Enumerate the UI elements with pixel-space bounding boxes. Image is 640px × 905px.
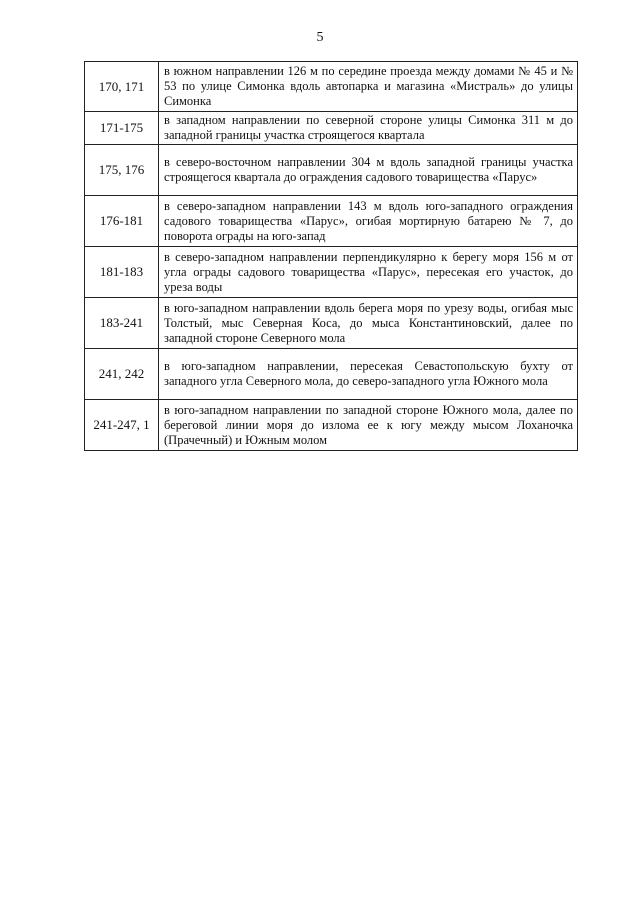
boundary-description-cell: в северо-западном направлении перпендикулярно к берегу моря 156 м от угла ограды садового товарищества «Парус», пересекая его участок, до уреза воды <box>159 247 578 298</box>
boundary-description-cell: в юго-западном направлении вдоль берега моря по урезу воды, огибая мыс Толстый, мыс Северная Коса, до мыса Константиновский, далее по западной стороне Северного мола <box>159 298 578 349</box>
table-row <box>85 247 578 298</box>
boundary-description-table <box>84 61 578 451</box>
boundary-points-cell: 171-175 <box>85 112 159 145</box>
table-row <box>85 298 578 349</box>
table-row <box>85 112 578 145</box>
boundary-description-cell: в западном направлении по северной стороне улицы Симонка 311 м до западной границы участка строящегося квартала <box>159 112 578 145</box>
table-row <box>85 196 578 247</box>
page-number: 5 <box>316 30 324 45</box>
boundary-description-cell: в юго-западном направлении, пересекая Севастопольскую бухту от западного угла Северного мола, до северо-западного угла Южного мола <box>159 349 578 400</box>
boundary-points-cell: 175, 176 <box>85 145 159 196</box>
table-row <box>85 400 578 451</box>
table-row <box>85 349 578 400</box>
table-row <box>85 62 578 112</box>
boundary-description-cell: в южном направлении 126 м по середине проезда между домами № 45 и № 53 по улице Симонка вдоль автопарка и магазина «Мистраль» до улицы Симонка <box>159 62 578 112</box>
boundary-description-cell: в северо-западном направлении 143 м вдоль юго-западного ограждения садового товарищества «Парус», огибая мортирную батарею № 7, до поворота ограды на юго-запад <box>159 196 578 247</box>
boundary-points-cell: 183-241 <box>85 298 159 349</box>
boundary-points-cell: 176-181 <box>85 196 159 247</box>
boundary-description-cell: в юго-западном направлении по западной стороне Южного мола, далее по береговой линии моря до излома ее к югу между мысом Лоханочка (Прачечный) и Южным молом <box>159 400 578 451</box>
boundary-points-cell: 241, 242 <box>85 349 159 400</box>
table-row <box>85 145 578 196</box>
boundary-description-cell: в северо-восточном направлении 304 м вдоль западной границы участка строящегося квартала до ограждения садового товарищества «Парус» <box>159 145 578 196</box>
boundary-points-cell: 170, 171 <box>85 62 159 112</box>
boundary-points-cell: 181-183 <box>85 247 159 298</box>
boundary-points-cell: 241-247, 1 <box>85 400 159 451</box>
